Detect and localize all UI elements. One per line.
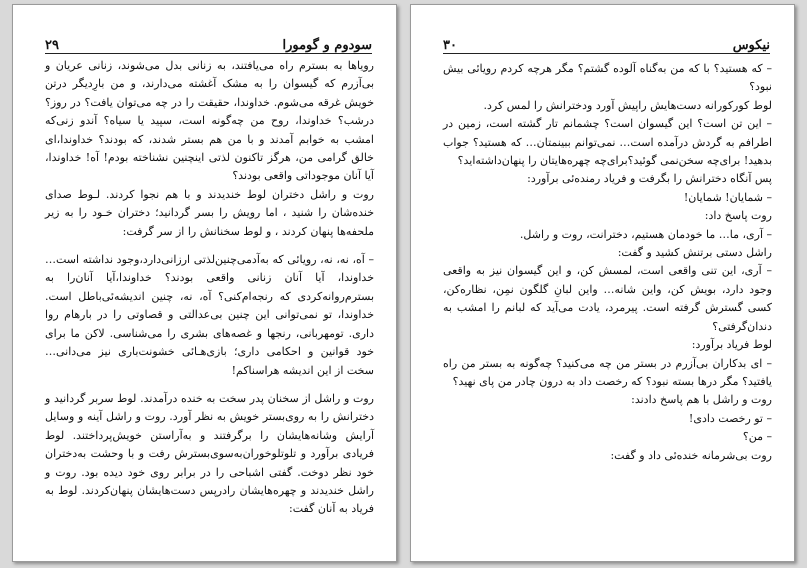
paragraph: روت و راشل با هم پاسخ دادند:: [631, 393, 772, 407]
paragraph: – شمایان! شمایان!: [683, 190, 772, 204]
paragraph: – من؟: [742, 430, 772, 444]
paragraph: رویاها به بسترم راه می‌یافتند، به زنانی بدل می‌شوند، زنانی عریان و بی‌آزرم که گیسوان را به مشک آغشته می‌دارند، و من بارِدیگر درتن خویش غرقه می‌شوم. خداوندا، حقیقت را در چه می‌توان یافت؟ در روز؟ درشب؟ خداوندا، روح من چه‌گونه است، سپید یا سیاه؟ آندو زنی‌که امشب به خوابم آمدند و با من هم بستر شدند، که بودند؟ خداوندا،ای خالق گرامی من، هرگز تاکنون لذتی اینچنین نشناخته بودم! آه! خداوندا، آیا آنان موجوداتی واقعی بودند؟: [45, 59, 374, 183]
page-header: [45, 33, 372, 54]
paragraph: لوط فریاد برآورد:: [691, 338, 772, 352]
paragraph: – ای بدکاران بی‌آزرم در بستر من چه می‌کنید؟ چه‌گونه به بستر من راه یافتید؟ مگر درها بسته نبود؟ که رخصت داد به درون چادر من پای نهید؟: [443, 356, 772, 388]
paragraph: روت و راشل دختران لوط خندیدند و با هم نجوا کردند. لـوط صدای خنده‌شان را شنید ، اما رویش را بسر گردانید؛ دختران خـود را به زیر ملحفه‌ها پنهان کردند ، و لوط سخنانش را از سر گرفت:: [45, 187, 374, 238]
page-header: [443, 33, 770, 54]
page-body: [45, 57, 374, 519]
right-page: [410, 4, 795, 562]
paragraph: روت و راشل از سخنان پدر سخت به خنده درآمدند. لوط سربر گردانید و دخترانش را به روی‌بستر خویش به نظر آورد. روت و راشل آینه و وسایل آرایش وشانه‌هایشان را برگرفتند و به‌آراستن خویش‌پرداختند. لوط فریادی برآورد و تلوتلوخوران‌به‌سوی‌بسترش رفت و با وحشت به‌دختران خود نظر دوخت. گفتی اشباحی را در برابر روی خود دیده بود. روت و راشل خندیدند و چهره‌هایشان رادرپس دست‌هایشان پنهان‌کردند. لوط به فریاد به آنان گفت:: [45, 391, 374, 516]
running-title: نیکوس: [732, 38, 770, 53]
paragraph: – که هستید؟ با که من به‌گناه آلوده گشتم؟ مگر هرچه کردم رویائی بیش نبود؟: [443, 62, 772, 94]
page-body: [443, 60, 772, 465]
left-page: [12, 4, 397, 562]
paragraph: – آه، نه، نه، رویائی که به‌آدمی‌چنین‌لذتی ارزانی‌دارد،وجود نداشته است… خداوندا، آیا آنان زنانی واقعی بودند؟ خداوندا،آیا آنان‌را به بسترم‌روانه‌کردی که رنجه‌ام‌کنی؟ آه، نه، چنین اندیشه‌ئی‌باطل است. خداوندا، تو نمی‌توانی این چنین بی‌عدالتی و قصاوتی را در بارهام روا داری. تو‌مهربانی، رنجها و غصه‌های بشری را می‌شناسی. لاکن ما برای خود قوانین و احکامی داری؛ بازی‌هـائی خشونت‌باری نیز می‌دانی… سخت از این اندیشه هراسناکم!: [45, 253, 374, 377]
page-number: ۳۰: [443, 38, 457, 53]
paragraph: – آری، این تنی واقعی است، لمسش کن، و این گیسوان نیز به واقعی وجود دارد، بویش کن، واین شانه… واین لبانِ گلگون‌ نمِن، نظاره‌کن، کسی گسترش گرفته است. پیرمرد، یادت می‌آید که لبانم را امشب به‌ دندان‌گرفتی؟: [443, 264, 772, 333]
paragraph: – تو رخصت دادی!: [688, 411, 772, 425]
paragraph: راشل دستی برتنش کشید و گفت:: [617, 246, 772, 260]
paragraph: روت بی‌شرمانه خنده‌ئی داد و گفت:: [610, 448, 772, 462]
page-number: ۲۹: [45, 38, 59, 53]
running-title: سودوم و گومورا: [282, 38, 372, 53]
paragraph: لوط کورکورانه دست‌هایش راپیش آورد ودخترانش را لمس کرد.: [483, 98, 772, 112]
paragraph: – آری، ما… ما خودمان هستیم، دخترانت، روت و راشل.: [519, 227, 772, 241]
paragraph: – این تن است؟ این گیسوان است؟ چشمانم تار گشته است، زمین در اطرافم به گردش درآمده است… نمی‌توانم ببینمتان… که هستید؟ جواب بدهید! برای‌چه سخن‌نمی گوئید؟برای‌چه چهره‌هایتان را پنهان‌داشته‌اید؟: [443, 117, 772, 168]
paragraph: پس آنگاه دخترانش را بگرفت و فریاد رمنده‌ئی برآورد:: [527, 172, 772, 186]
paragraph: روت پاسخ داد:: [704, 209, 772, 223]
